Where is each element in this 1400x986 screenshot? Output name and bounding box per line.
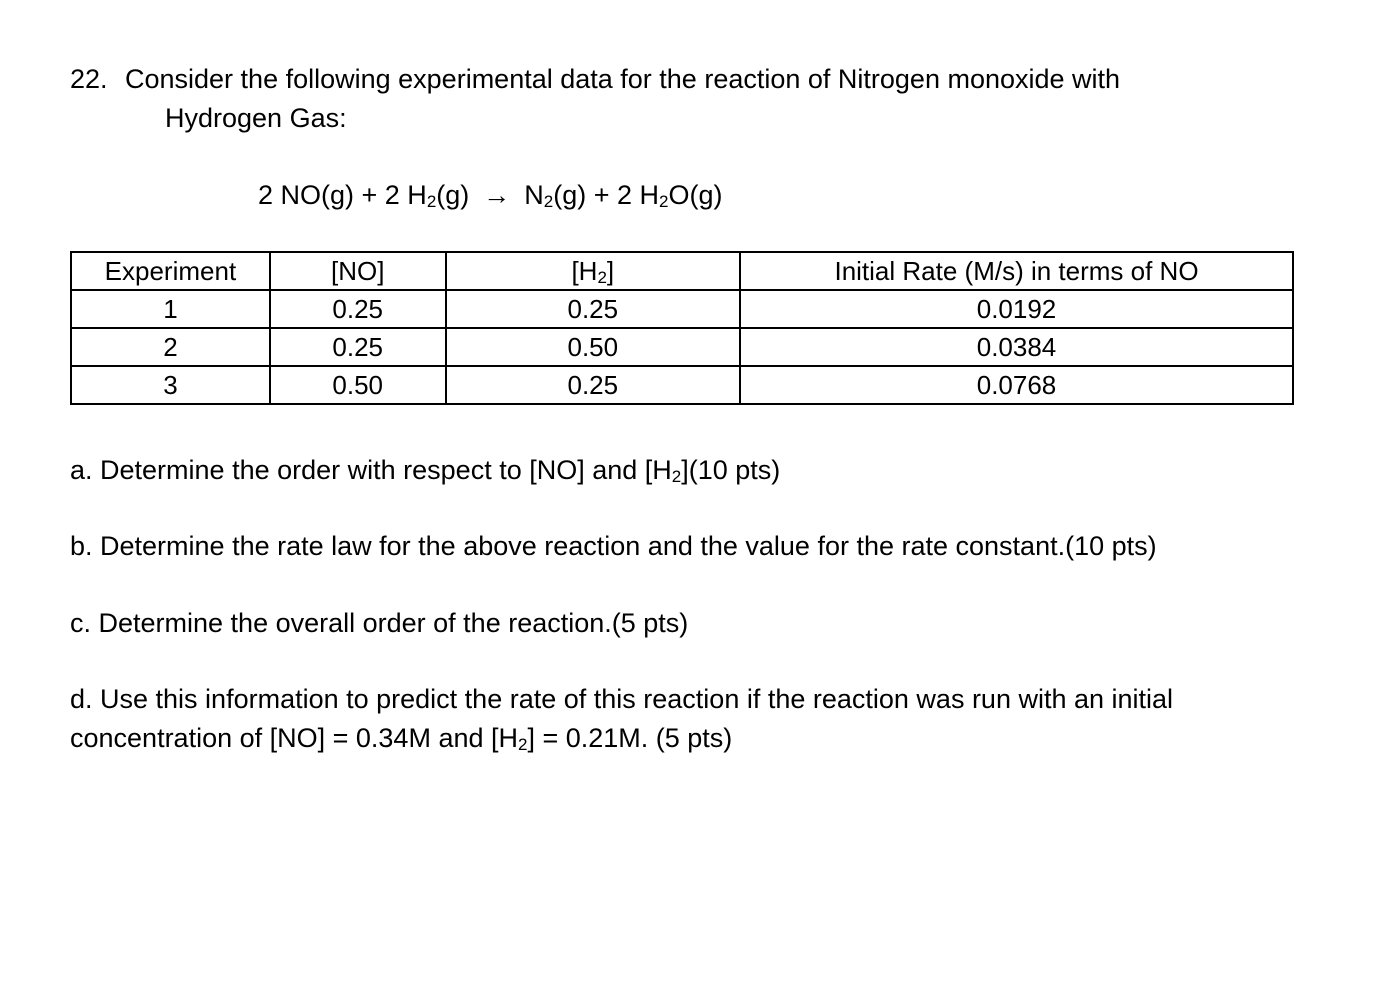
part-d-line2-post: ] = 0.21M. (5 pts) (527, 723, 733, 753)
part-d-text-line1: d. Use this information to predict the rate of this reaction if the reaction was run with an initial (70, 684, 1174, 714)
equation-right-subscript2: 2 (659, 192, 669, 211)
equation-left-part1: 2 NO(g) + 2 H (258, 180, 427, 210)
equation-right-part1: N (524, 180, 544, 210)
cell-rate: 0.0768 (740, 366, 1293, 404)
cell-h2: 0.25 (446, 290, 740, 328)
equation-left-part2: (g) (436, 180, 470, 210)
question-text-line1: Consider the following experimental data for the reaction of Nitrogen monoxide with (125, 64, 1121, 94)
part-a-text (70, 451, 780, 489)
question-number: 22. (70, 64, 108, 94)
part-a-post: ](10 pts) (681, 455, 781, 485)
part-b-text: b. Determine the rate law for the above reaction and the value for the rate constant.(10 pts) (70, 531, 1157, 561)
question-heading (70, 60, 1120, 98)
cell-no: 0.25 (270, 290, 446, 328)
equation-right-subscript1: 2 (543, 192, 554, 211)
header-h2-pre: [H (571, 256, 598, 286)
cell-no: 0.25 (270, 328, 446, 366)
equation-right-part3: O(g) (668, 180, 723, 210)
part-d-text-line2 (70, 719, 732, 757)
question-text-line2: Hydrogen Gas: (165, 103, 347, 133)
table-row (71, 290, 1293, 328)
equation-right-part2: (g) + 2 H (553, 180, 660, 210)
header-rate: Initial Rate (M/s) in terms of NO (740, 252, 1293, 290)
part-d-line2-subscript: 2 (518, 735, 528, 754)
cell-experiment: 2 (71, 328, 270, 366)
cell-experiment: 3 (71, 366, 270, 404)
header-no: [NO] (270, 252, 446, 290)
table-row (71, 366, 1293, 404)
cell-rate: 0.0384 (740, 328, 1293, 366)
chemical-equation (258, 176, 723, 214)
part-a-pre: a. Determine the order with respect to [NO] and [H (70, 455, 672, 485)
header-h2-subscript: 2 (597, 268, 607, 287)
header-experiment: Experiment (71, 252, 270, 290)
cell-h2: 0.25 (446, 366, 740, 404)
part-d-line2-pre: concentration of [NO] = 0.34M and [H (70, 723, 518, 753)
part-c-text: c. Determine the overall order of the reaction.(5 pts) (70, 608, 689, 638)
equation-left-subscript: 2 (426, 192, 437, 211)
experiment-data-table (70, 251, 1294, 405)
cell-experiment: 1 (71, 290, 270, 328)
cell-no: 0.50 (270, 366, 446, 404)
cell-rate: 0.0192 (740, 290, 1293, 328)
header-h2-post: ] (606, 256, 615, 286)
part-a-subscript: 2 (671, 467, 682, 486)
cell-h2: 0.50 (446, 328, 740, 366)
table-header-row (71, 252, 1293, 290)
reaction-arrow-icon: → (483, 180, 511, 210)
header-h2 (446, 252, 740, 290)
table-row (71, 328, 1293, 366)
